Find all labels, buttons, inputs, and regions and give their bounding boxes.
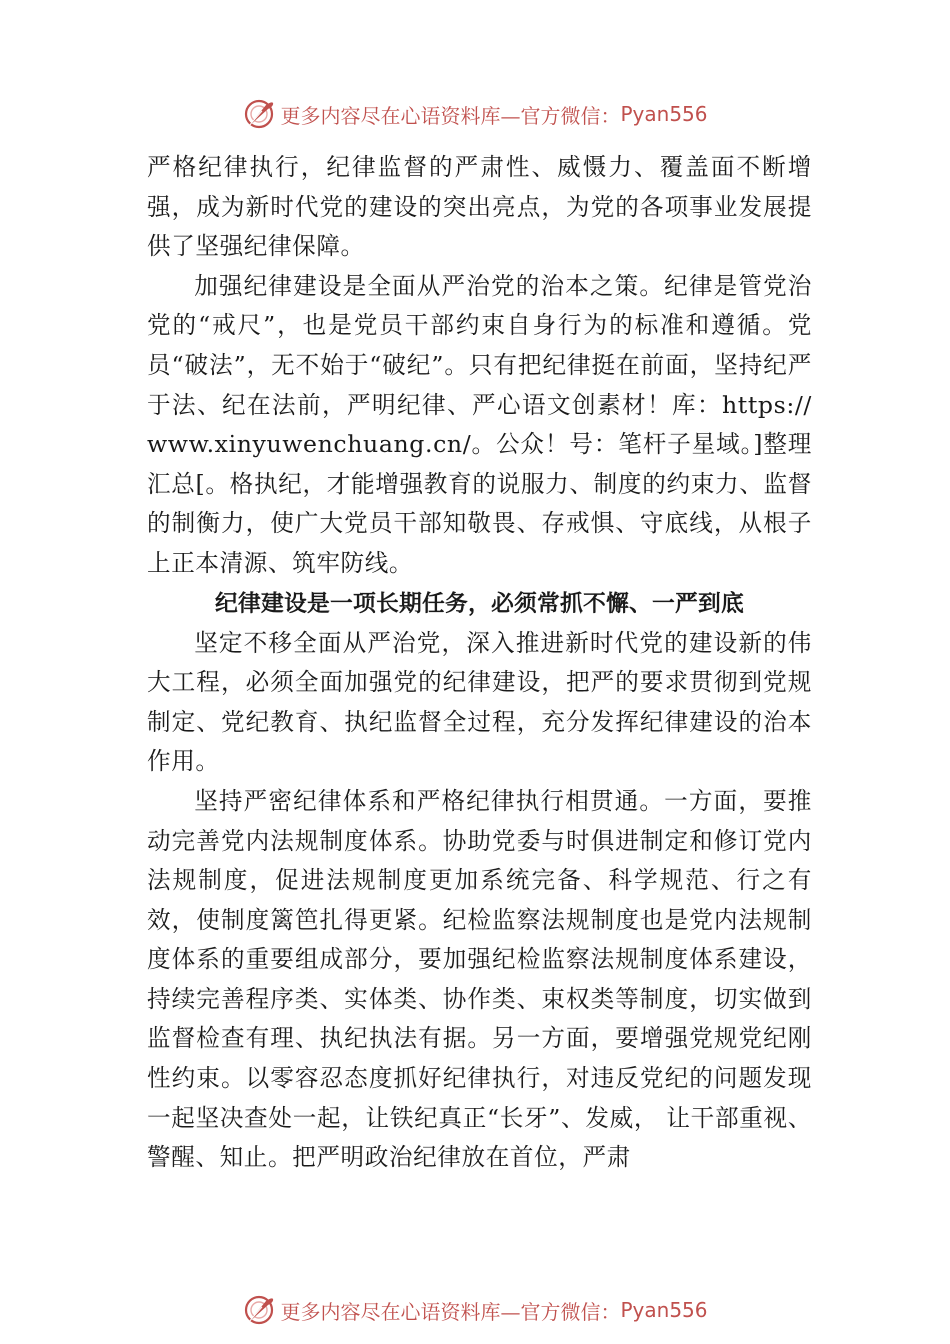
- watermark-banner-top: [0, 94, 950, 134]
- watermark-banner-bottom: [0, 1290, 950, 1330]
- quill-logo-icon: [242, 1293, 276, 1327]
- document-body: [147, 148, 812, 1178]
- paragraph-1: 严格纪律执行，纪律监督的严肃性、威慑力、覆盖面不断增强，成为新时代党的建设的突出亮点，为党的各项事业发展提供了坚强纪律保障。: [147, 153, 812, 261]
- section-heading: 纪律建设是一项长期任务，必须常抓不懈、一严到底: [215, 590, 744, 617]
- paragraph-3: 坚定不移全面从严治党，深入推进新时代党的建设新的伟大工程，必须全面加强党的纪律建设，把严的要求贯彻到党规制定、党纪教育、执纪监督全过程，充分发挥纪律建设的治本作用。: [147, 628, 812, 776]
- paragraph-4: 坚持严密纪律体系和严格纪律执行相贯通。一方面，要推动完善党内法规制度体系。协助党委与时俱进制定和修订党内法规制度，促进法规制度更加系统完备、科学规范、行之有效，使制度篱笆扎得更紧。纪检监察法规制度也是党内法规制度体系的重要组成部分，要加强纪检监察法规制度体系建设，持续完善程序类、实体类、协作类、束权类等制度，切实做到监督检查有理、执纪执法有据。另一方面，要增强党规党纪刚性约束。以零容忍态度抓好纪律执行，对违反党纪的问题发现一起坚决查处一起，让铁纪真正“长牙”、发威， 让干部重视、警醒、知止。把严明政治纪律放在首位，严肃: [147, 786, 812, 1172]
- watermark-text: 更多内容尽在心语资料库—官方微信：: [280, 1299, 621, 1324]
- watermark-wechat-id: Pyan556: [620, 102, 708, 126]
- paragraph-2: 加强纪律建设是全面从严治党的治本之策。纪律是管党治党的“戒尺”，也是党员干部约束自身行为的标准和遵循。党员“破法”，无不始于“破纪”。只有把纪律挺在前面，坚持纪严于法、纪在法前，严明纪律、严心语文创素材！库：https://www.xinyuwenchuang.cn/。公众！号：笔杆子星域。]整理汇总[。格执纪，才能增强教育的说服力、制度的约束力、监督的制衡力，使广大党员干部知敬畏、存戒惧、守底线，从根子上正本清源、筑牢防线。: [147, 271, 812, 577]
- quill-logo-icon: [242, 97, 276, 131]
- watermark-wechat-id: Pyan556: [620, 1298, 708, 1322]
- watermark-text: 更多内容尽在心语资料库—官方微信：: [280, 103, 621, 128]
